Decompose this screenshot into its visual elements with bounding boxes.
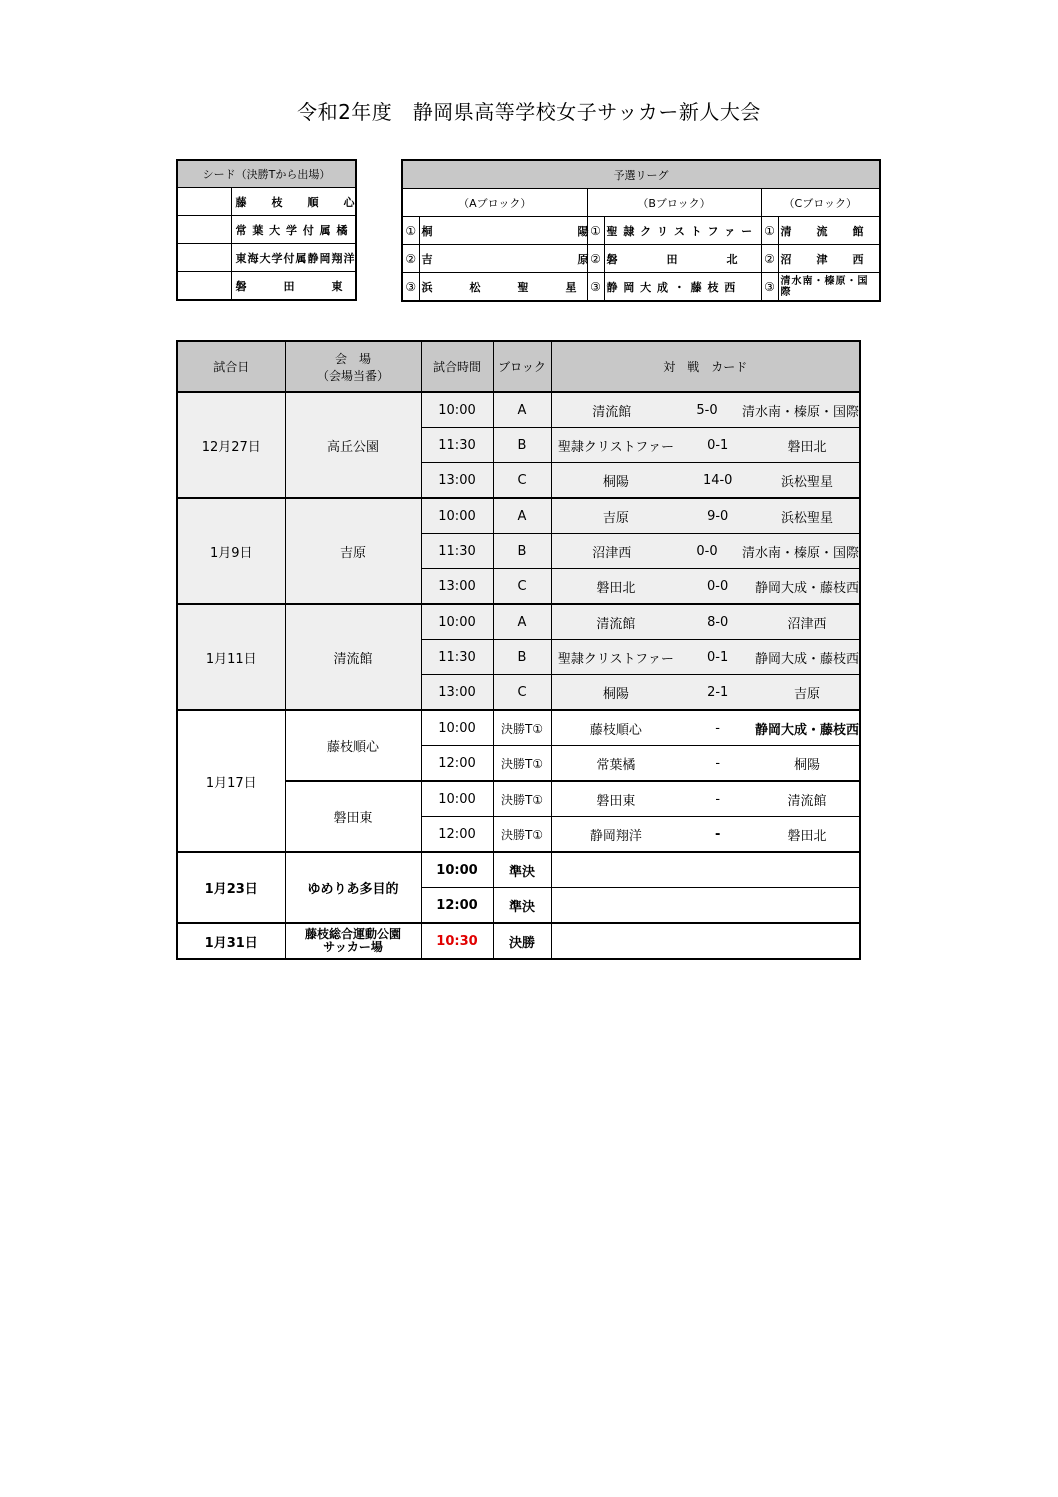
- match-card: [551, 498, 860, 534]
- away-team: 静岡大成・藤枝西: [754, 651, 859, 667]
- match-time: 13:00: [421, 675, 493, 711]
- seed-team: 常 葉 大 学 付 属 橘: [231, 216, 356, 244]
- header-card: 対 戦 カード: [551, 341, 860, 392]
- seed-team: 東海大学付属静岡翔洋: [231, 244, 356, 272]
- header-venue-label: 会 場: [334, 351, 371, 366]
- match-card: [551, 392, 860, 428]
- match-card: [551, 675, 860, 711]
- match-score: 9-0: [707, 508, 729, 524]
- away-team: 浜松聖星: [781, 474, 834, 490]
- league-team: 桐 陽: [419, 217, 587, 245]
- match-time: 10:00: [421, 710, 493, 746]
- away-team: 磐田北: [787, 439, 827, 455]
- match-date: 1月31日: [177, 923, 285, 959]
- header-block: ブロック: [493, 341, 551, 392]
- match-block: 決勝T①: [493, 746, 551, 782]
- match-score: 0-1: [706, 649, 729, 665]
- league-team: 磐 田 北: [604, 245, 761, 273]
- match-block: 決勝T①: [493, 817, 551, 853]
- match-card: [551, 852, 860, 888]
- team-number: ①: [402, 217, 419, 245]
- away-team: 清水南・榛原・国際: [741, 404, 859, 420]
- away-team: 吉原: [794, 686, 821, 702]
- match-card: [551, 888, 860, 924]
- block-c-header: （Cブロック）: [761, 189, 880, 217]
- match-venue: 磐田東: [285, 781, 421, 852]
- away-team: 静岡大成・藤枝西: [754, 580, 859, 596]
- match-card: [551, 781, 860, 817]
- match-block: A: [493, 392, 551, 428]
- match-block: B: [493, 428, 551, 463]
- header-venue: [285, 341, 421, 392]
- match-score: 0-0: [706, 578, 729, 594]
- league-team: 浜 松 聖 星: [419, 273, 587, 302]
- match-time: 13:00: [421, 569, 493, 605]
- away-team: 磐田北: [787, 828, 827, 844]
- league-team: 静 岡 大 成 ・ 藤 枝 西: [604, 273, 761, 302]
- away-team: 沼津西: [787, 616, 827, 632]
- match-block: C: [493, 463, 551, 499]
- home-team: 常葉橘: [596, 757, 636, 773]
- match-date: 12月27日: [177, 392, 285, 498]
- home-team: 聖隷クリストファー: [557, 651, 674, 667]
- block-b-header: （Bブロック）: [587, 189, 761, 217]
- match-card: [551, 923, 860, 959]
- match-score: 0-1: [707, 437, 729, 453]
- seed-team: 磐 田 東: [231, 272, 356, 301]
- home-team: 清流館: [596, 616, 636, 632]
- match-time: 10:00: [421, 781, 493, 817]
- team-number: ①: [761, 217, 778, 245]
- match-block: 決勝: [493, 923, 551, 959]
- match-block: C: [493, 569, 551, 605]
- league-team: 吉 原: [419, 245, 587, 273]
- away-team: 清水南・榛原・国際: [741, 545, 859, 561]
- match-card: [551, 463, 860, 499]
- match-block: A: [493, 498, 551, 534]
- home-team: 吉原: [602, 510, 629, 526]
- league-table: [401, 159, 881, 302]
- match-score: -: [715, 826, 721, 842]
- match-block: B: [493, 534, 551, 569]
- home-team: 清流館: [592, 404, 632, 420]
- match-score: 0-0: [696, 543, 718, 559]
- team-number: ③: [761, 273, 778, 302]
- match-venue: [285, 923, 421, 959]
- block-a-header: （Aブロック）: [402, 189, 587, 217]
- home-team: 磐田北: [596, 580, 636, 596]
- match-venue: 藤枝順心: [285, 710, 421, 781]
- match-card: [551, 534, 860, 569]
- schedule-table: [176, 340, 861, 960]
- home-team: 沼津西: [592, 545, 632, 561]
- match-block: B: [493, 640, 551, 675]
- home-team: 藤枝順心: [589, 722, 642, 738]
- match-venue: ゆめりあ多目的: [285, 852, 421, 923]
- away-team: 桐陽: [794, 757, 821, 773]
- venue-line-1: 藤枝総合運動公園: [304, 927, 401, 941]
- match-time: 11:30: [421, 428, 493, 463]
- match-time: 11:30: [421, 640, 493, 675]
- match-score: 14-0: [702, 472, 733, 488]
- match-block: 準決: [493, 852, 551, 888]
- match-venue: 吉原: [285, 498, 421, 604]
- team-number: ②: [761, 245, 778, 273]
- match-block: 決勝T①: [493, 710, 551, 746]
- home-team: 聖隷クリストファー: [557, 439, 674, 455]
- league-team: 沼 津 西: [778, 245, 880, 273]
- match-block: 決勝T①: [493, 781, 551, 817]
- home-team: 磐田東: [596, 793, 636, 809]
- match-time: 10:00: [421, 852, 493, 888]
- match-score: 8-0: [707, 614, 729, 630]
- seed-team: 藤 枝 順 心: [231, 188, 356, 216]
- match-card: [551, 640, 860, 675]
- away-team: 静岡大成・藤枝西: [754, 722, 859, 738]
- home-team: 桐陽: [602, 474, 629, 490]
- match-time: 12:00: [421, 817, 493, 853]
- header-venue-sub: （会場当番）: [316, 368, 389, 383]
- match-time: 10:00: [421, 604, 493, 640]
- away-team: 清流館: [787, 793, 827, 809]
- match-block: 準決: [493, 888, 551, 924]
- match-time: 12:00: [421, 888, 493, 924]
- match-card: [551, 569, 860, 605]
- match-date: 1月23日: [177, 852, 285, 923]
- match-block: C: [493, 675, 551, 711]
- league-header: 予選リーグ: [402, 160, 880, 189]
- home-team: 静岡翔洋: [589, 828, 642, 844]
- match-score: 2-1: [707, 684, 729, 700]
- match-score: -: [715, 720, 720, 736]
- match-score: -: [715, 791, 721, 807]
- match-card: [551, 710, 860, 746]
- seed-header: シード（決勝Tから出場）: [177, 160, 356, 188]
- league-team: 清水南・榛原・国際: [778, 273, 880, 302]
- page-title: 令和2年度 静岡県高等学校女子サッカー新人大会: [297, 100, 761, 124]
- match-date: 1月11日: [177, 604, 285, 710]
- match-score: -: [715, 755, 721, 771]
- header-date: 試合日: [177, 341, 285, 392]
- match-card: [551, 604, 860, 640]
- team-number: ③: [402, 273, 419, 302]
- match-venue: 清流館: [285, 604, 421, 710]
- header-time: 試合時間: [421, 341, 493, 392]
- match-date: 1月17日: [177, 710, 285, 852]
- match-score: 5-0: [696, 402, 718, 418]
- match-time: 13:00: [421, 463, 493, 499]
- away-team: 浜松聖星: [781, 510, 834, 526]
- match-venue: 高丘公園: [285, 392, 421, 498]
- team-number: ②: [587, 245, 604, 273]
- team-number: ①: [587, 217, 604, 245]
- seed-table: [176, 159, 357, 301]
- match-time: 10:00: [421, 498, 493, 534]
- league-team: 清 流 館: [778, 217, 880, 245]
- team-number: ③: [587, 273, 604, 302]
- match-card: [551, 746, 860, 782]
- league-team: 聖 隷 ク リ ス ト フ ァ ー: [604, 217, 761, 245]
- match-card: [551, 817, 860, 853]
- match-time: 12:00: [421, 746, 493, 782]
- match-time: 10:00: [421, 392, 493, 428]
- match-time: 10:30: [421, 923, 493, 959]
- match-date: 1月9日: [177, 498, 285, 604]
- match-block: A: [493, 604, 551, 640]
- venue-line-2: サッカー場: [323, 940, 383, 954]
- team-number: ②: [402, 245, 419, 273]
- match-time: 11:30: [421, 534, 493, 569]
- match-card: [551, 428, 860, 463]
- home-team: 桐陽: [602, 686, 629, 702]
